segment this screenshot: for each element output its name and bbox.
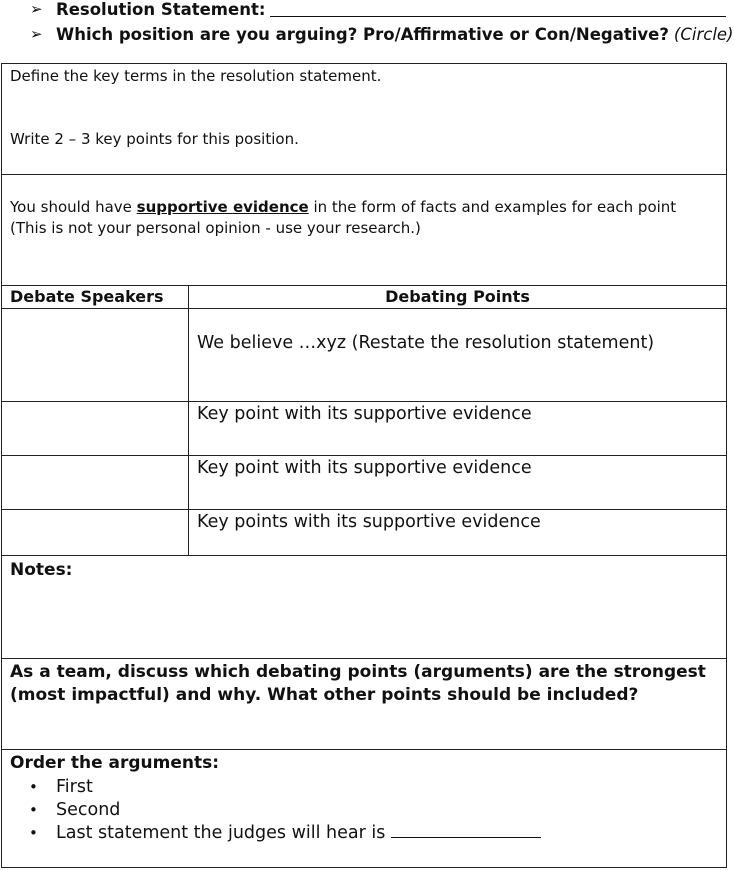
point-cell[interactable] [189,402,727,456]
speaker-cell[interactable] [2,402,189,456]
table-row [2,510,727,556]
point-cell[interactable] [189,510,727,556]
bullet-dot-icon: • [29,778,38,796]
list-item [2,822,726,845]
point-text: Key point with its supportive evidence [197,458,532,478]
last-statement-blank[interactable] [391,823,541,838]
evidence-prefix: You should have [10,198,137,216]
list-item [2,776,726,799]
bullet-dot-icon: • [29,824,38,842]
arrow-bullet-icon: ➢ [30,25,43,43]
table-row [2,456,727,510]
point-cell[interactable] [189,456,727,510]
order-label: Order the arguments: [10,753,220,773]
speaker-cell[interactable] [2,456,189,510]
table-row [2,309,727,402]
key-terms-cell[interactable] [2,64,727,175]
bullet-dot-icon: • [29,801,38,819]
point-text: We believe …xyz (Restate the resolution statement) [197,333,655,353]
evidence-emphasis: supportive evidence [136,198,309,216]
points-header-text: Debating Points [385,287,530,306]
write-points-text: Write 2 – 3 key points for this position. [10,130,299,148]
resolution-answer-blank[interactable] [270,2,726,17]
debate-worksheet-table [1,63,727,868]
order-arguments-cell[interactable] [2,750,727,868]
speaker-cell[interactable] [2,510,189,556]
speaker-cell[interactable] [2,309,189,402]
point-text: Key points with its supportive evidence [197,512,541,532]
points-column-header [189,286,727,309]
table-row [2,402,727,456]
evidence-suffix: in the form of facts and examples for each point (This is not your personal opinion - use your research.) [10,198,677,237]
position-question-row [30,22,734,46]
define-terms-text: Define the key terms in the resolution statement. [10,67,382,85]
speakers-header-text: Debate Speakers [10,287,164,306]
position-hint: (Circle) [673,24,734,44]
notes-cell[interactable] [2,556,727,659]
order-item-second: Second [56,800,121,820]
list-item [2,799,726,822]
notes-label: Notes: [10,560,73,580]
point-text: Key point with its supportive evidence [197,404,532,424]
order-item-last: Last statement the judges will hear is [56,823,386,843]
evidence-cell[interactable] [2,175,727,286]
arrow-bullet-icon: ➢ [30,0,43,18]
speakers-column-header [2,286,189,309]
resolution-label: Resolution Statement: [56,0,266,19]
evidence-instructions [2,175,726,239]
point-cell[interactable] [189,309,727,402]
order-item-first: First [56,777,93,797]
discussion-cell[interactable] [2,659,727,750]
position-question: Which position are you arguing? Pro/Affirmative or Con/Negative? [56,24,669,44]
order-list [2,776,726,845]
resolution-statement-row [30,0,726,21]
discussion-prompt: As a team, discuss which debating points (arguments) are the strongest (most impactful) and why. What other points should be included? [10,662,706,705]
